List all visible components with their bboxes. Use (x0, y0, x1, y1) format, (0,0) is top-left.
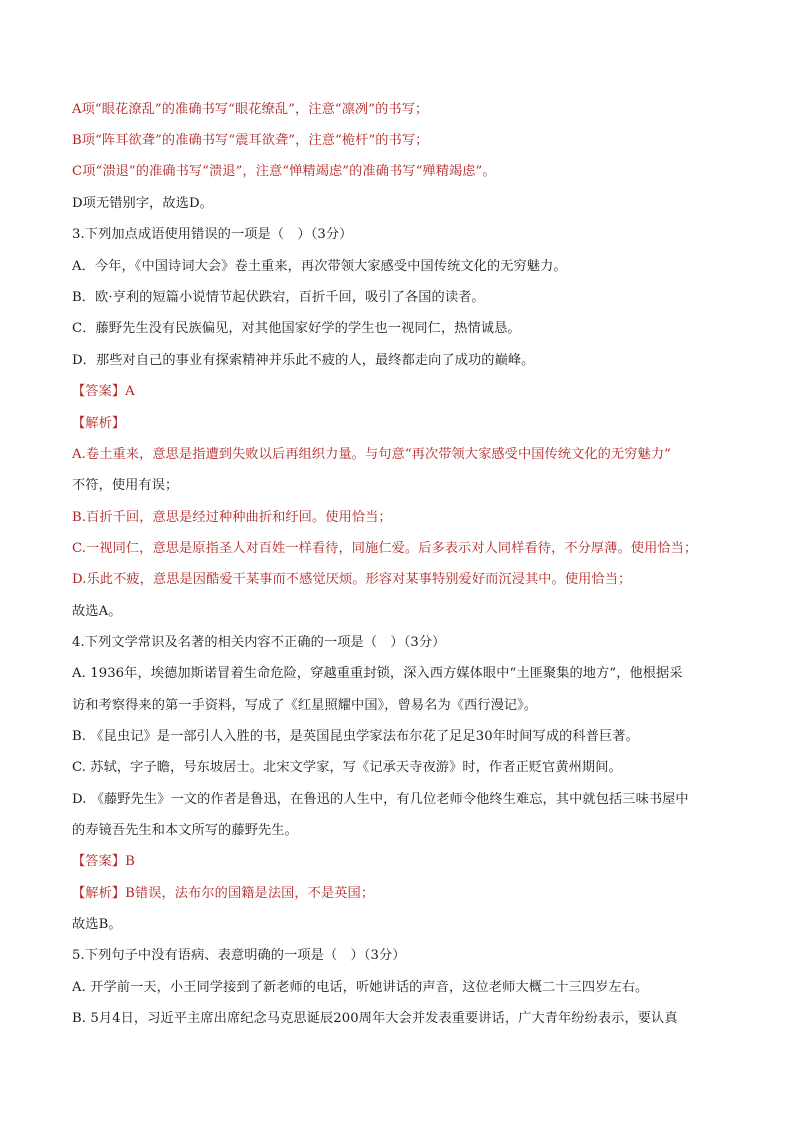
question-5-option-b: B. 5月4日，习近平主席出席纪念马克思诞辰200周年大会并发表重要讲话，广大青年纷纷表示，要认真 (72, 1011, 678, 1026)
question-5-title: 5.下列句子中没有语病、表意明确的一项是（ ）（3分） (72, 948, 406, 963)
question-3-analysis-a-cont: 不符，使用有误； (72, 478, 179, 493)
question-3-option-b: B．欧·亨利的短篇小说情节起伏跌宕，百折千回，吸引了各国的读者。 (72, 290, 485, 305)
analysis-line-c: C项“溃退”的准确书写“溃退”，注意“惮精竭虑”的准确书写“殚精竭虑”。 (72, 164, 496, 179)
question-3-answer: 【答案】A (72, 384, 135, 399)
analysis-line-a: A项“眼花潦乱”的准确书写“眼花缭乱”，注意“凛冽”的书写； (72, 102, 429, 117)
question-4-analysis: 【解析】B错误，法布尔的国籍是法国，不是英国； (72, 886, 375, 901)
question-3-conclusion: 故选A。 (72, 604, 122, 619)
question-3-option-c: C．藤野先生没有民族偏见，对其他国家好学的学生也一视同仁，热情诚恳。 (72, 321, 521, 336)
question-3-analysis-heading: 【解析】 (72, 416, 126, 431)
analysis-line-b: B项“阵耳欲聋”的准确书写“震耳欲聋”，注意“桅杆”的书写； (72, 133, 429, 148)
question-3-analysis-c: C.一视同仁，意思是原指圣人对百姓一样看待，同施仁爱。后多表示对人同样看待，不分厚薄。使用恰当； (72, 541, 698, 556)
question-3-title: 3.下列加点成语使用错误的一项是（ ）（3分） (72, 227, 353, 242)
question-3-analysis-a: A.卷土重来，意思是指遭到失败以后再组织力量。与句意“再次带领大家感受中国传统文化的无穷魅力” (72, 447, 671, 462)
question-4-option-c: C. 苏轼，字子瞻，号东坡居士。北宋文学家，写《记承天寺夜游》时，作者正贬官黄州期间。 (72, 760, 622, 775)
question-4-option-a-cont: 访和考察得来的第一手资料，写成了《红星照耀中国》，曾易名为《西行漫记》。 (72, 698, 538, 713)
question-3-analysis-b: B.百折千回，意思是经过种种曲折和纡回。使用恰当； (72, 510, 392, 525)
question-4-option-d-cont: 的寿镜吾先生和本文所写的藤野先生。 (72, 823, 298, 838)
question-4-option-b: B. 《昆虫记》是一部引人入胜的书，是英国昆虫学家法布尔花了足足30年时间写成的科普巨著。 (72, 729, 639, 744)
question-4-answer: 【答案】B (72, 854, 135, 869)
question-3-analysis-d: D.乐此不疲，意思是因酷爱干某事而不感觉厌烦。形容对某事特别爱好而沉浸其中。使用恰当； (72, 572, 632, 587)
question-4-option-d: D. 《藤野先生》一文的作者是鲁迅，在鲁迅的人生中，有几位老师令他终生难忘，其中就包括三味书屋中 (72, 792, 689, 807)
question-4-title: 4.下列文学常识及名著的相关内容不正确的一项是（ ）（3分） (72, 635, 446, 650)
analysis-line-d: D项无错别字，故选D。 (72, 196, 213, 211)
question-3-option-a: A．今年，《中国诗词大会》卷土重来，再次带领大家感受中国传统文化的无穷魅力。 (72, 259, 567, 274)
question-4-conclusion: 故选B。 (72, 917, 122, 932)
question-5-option-a: A. 开学前一天，小王同学接到了新老师的电话，听她讲话的声音，这位老师大概二十三四岁左右。 (72, 980, 649, 995)
question-3-option-d: D．那些对自己的事业有探索精神并乐此不疲的人，最终都走向了成功的巅峰。 (72, 353, 535, 368)
question-4-option-a: A. 1936年，埃德加斯诺冒着生命危险，穿越重重封锁，深入西方媒体眼中“土匪聚集的地方”，他根据采 (72, 666, 683, 681)
